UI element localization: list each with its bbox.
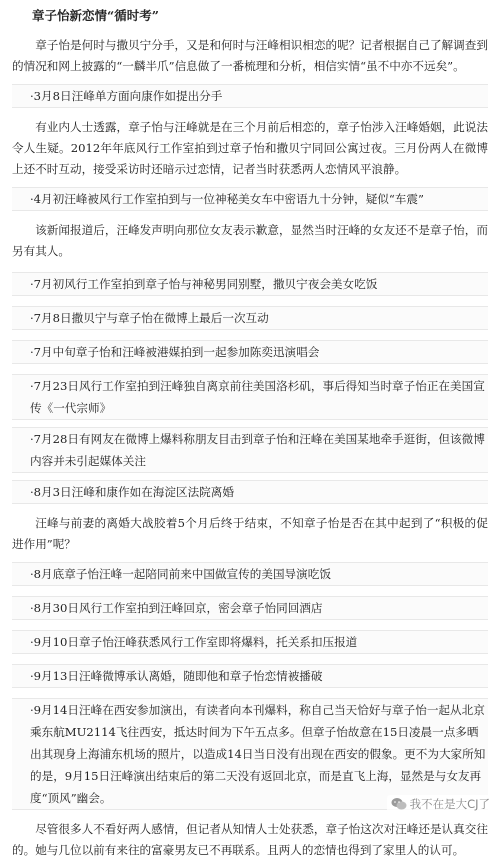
body-paragraph: 汪峰与前妻的离婚大战胶着5个月后终于结束，不知章子怡是否在其中起到了“积极的促进作用”呢？	[12, 516, 488, 551]
article-page	[0, 6, 500, 857]
watermark-text: 我不在是大CJ了	[409, 797, 490, 811]
timeline-item: ·8月底章子怡汪峰一起陪同前来中国做宣传的美国导演吃饭	[12, 562, 488, 586]
timeline-item: ·8月3日汪峰和康作如在海淀区法院离婚	[12, 480, 488, 504]
article-title: 章子怡新恋情“循时考”	[32, 8, 159, 23]
timeline-item: ·7月初风行工作室拍到章子怡与神秘男同别墅，撒贝宁夜会美女吃饭	[12, 272, 488, 296]
timeline-item: ·7月8日撒贝宁与章子怡在微博上最后一次互动	[12, 306, 488, 330]
timeline-item: ·7月23日风行工作室拍到汪峰独自离京前往美国洛杉矶，事后得知当时章子怡正在美国宣传《一代宗师》	[12, 374, 488, 420]
wechat-icon	[391, 797, 407, 811]
timeline-item: ·9月13日汪峰微博承认离婚，随即他和章子怡恋情被播破	[12, 664, 488, 688]
timeline-item: ·9月14日汪峰在西安参加演出，有读者向本刊爆料，称自己当天恰好与章子怡一起从北京乘东航MU2114飞往西安，抵达时间为下午五点多。但章子怡故意在15日凌晨一点多晒出其现身上海浦东机场的照片，以造成14日当日没有出现在西安的假象。更不为大家所知的是，9月15日汪峰演出结束后的第二天没有返回北京，而是直飞上海，显然是与女友再度“顶风”幽会。	[12, 698, 488, 810]
timeline-item: ·9月10日章子怡汪峰获悉风行工作室即将爆料，托关系扣压报道	[12, 630, 488, 654]
intro-paragraph: 章子怡是何时与撒贝宁分手，又是和何时与汪峰相识相恋的呢？记者根据自己了解调查到的情况和网上披露的“一麟半爪”信息做了一番梳理和分析，相信实情“虽不中亦不远矣”。	[12, 38, 488, 73]
timeline-item: ·8月30日风行工作室拍到汪峰回京，密会章子怡同回酒店	[12, 596, 488, 620]
closing-paragraph: 尽管很多人不看好两人感情，但记者从知情人士处获悉，章子怡这次对汪峰还是认真交往的。她与几位以前有来往的富豪男友已不再联系。且两人的恋情也得到了家里人的认可。	[12, 822, 488, 857]
timeline-item: ·3月8日汪峰单方面向康作如提出分手	[12, 84, 488, 108]
watermark	[387, 795, 494, 813]
body-paragraph: 该新闻报道后，汪峰发声明向那位女友表示歉意，显然当时汪峰的女友还不是章子怡，而另有其人。	[12, 223, 488, 258]
timeline-item: ·4月初汪峰被风行工作室拍到与一位神秘美女车中密语九十分钟，疑似“车震”	[12, 187, 488, 211]
timeline-item: ·7月中旬章子怡和汪峰被港媒拍到一起参加陈奕迅演唱会	[12, 340, 488, 364]
timeline-item: ·7月28日有网友在微博上爆料称朋友目击到章子怡和汪峰在美国某地牵手逛街，但该微博内容并未引起媒体关注	[12, 427, 488, 473]
body-paragraph: 有业内人士透露，章子怡与汪峰就是在三个月前后相恋的，章子怡涉入汪峰婚姻，此说法令人生疑。2012年年底风行工作室拍到过章子怡和撒贝宁同回公寓过夜。三月份两人在微博上还不时互动，接受采访时还暗示过恋情，记者当时获悉两人恋情风平浪静。	[12, 120, 488, 176]
